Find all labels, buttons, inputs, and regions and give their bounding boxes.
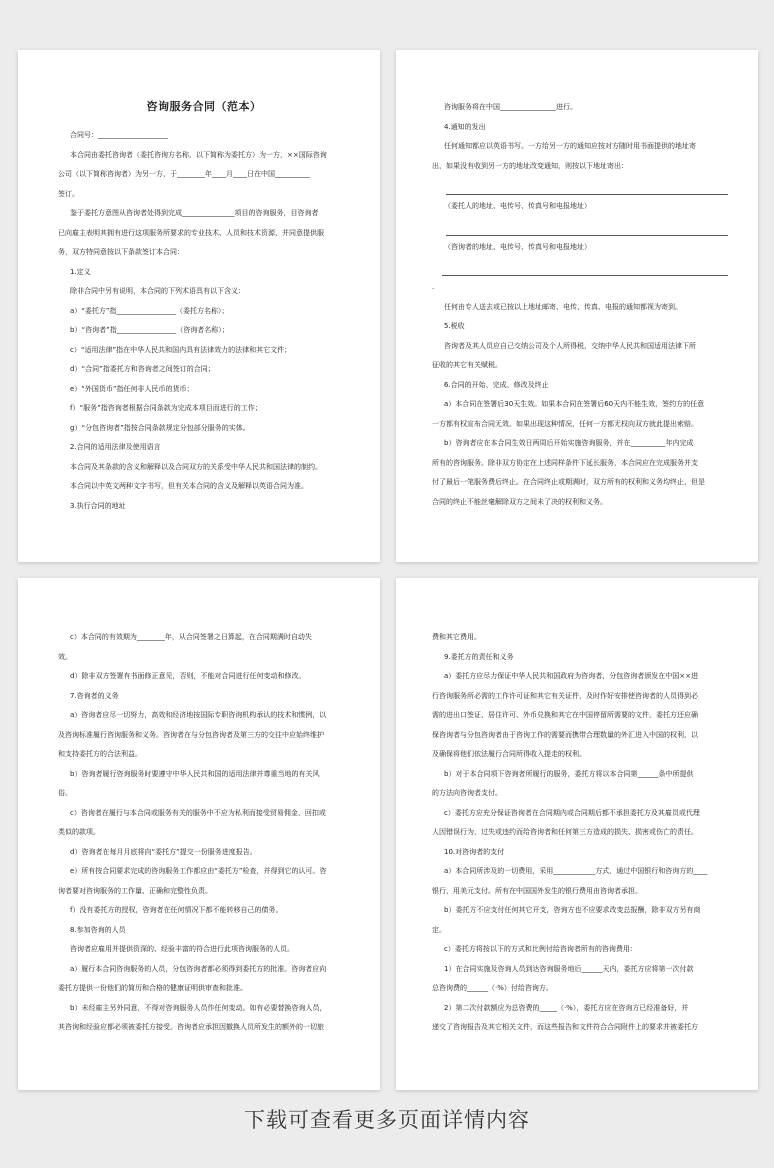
page-2-body-bottom: [432, 298, 728, 513]
address-line-client: [446, 176, 728, 195]
paragraph-line: 本合同由委托咨询者（委托咨询方名称，以下简称为委托方）为一方，××国际咨询: [70, 150, 327, 159]
paragraph-line: c）咨询者在履行与本合同或服务有关的服务中不应为私利而接受贸易佣金、回扣或: [70, 808, 326, 817]
period-mark: .: [432, 283, 435, 291]
download-more-caption[interactable]: 下载可查看更多页面详情内容: [244, 1108, 530, 1132]
paragraph-line: 询者要对咨询服务的工作量、正确和完整性负责。: [58, 886, 212, 895]
paragraph-line: 的方法向咨询者支付。: [432, 789, 502, 797]
paragraph-line: f）没有委托方的授权，咨询者在任何情况下都不能转移自己的债务。: [70, 906, 283, 914]
paragraph-line: 任何通知都应以英语书写。一方给另一方的通知应按对方随时用书面提供的地址寄: [444, 142, 696, 150]
paragraph-line: c）本合同的有效期为________年，从合同签署之日算起，在合同期满时自动失: [70, 633, 312, 641]
paragraph-line: b）“咨询者”指_________________（咨询者名称）；: [70, 326, 229, 334]
paragraph-line: 递交了咨询报告及其它相关文件，而这些报告和文件符合合同附件上的要求并被委托方: [432, 1023, 698, 1031]
paragraph-line: 出，如果没有收到另一方的地址改变通知，则按以下地址寄出：: [432, 161, 628, 170]
paragraph-line: 3.执行合同的地址: [70, 501, 126, 510]
address-line-extra: [442, 257, 728, 276]
address-line-consultant: [446, 217, 728, 236]
paragraph-line: 咨询者应雇用并提供资深的、经验丰富的符合进行此项咨询服务的人员。: [70, 945, 294, 953]
paragraph-line: 费和其它费用。: [432, 633, 481, 641]
paragraph-line: 2）第二次付款额应为总咨费的_____（·%），委托方应在咨询方已经准备好，并: [444, 1003, 689, 1012]
paragraph-line: a）履行本合同咨询服务的人员，分包咨询者都必须得到委托方的批准。咨询者应向: [70, 964, 327, 973]
paragraph-line: 一方都有权宣布合同无效。如果出现这种情况，任何一方都无权向双方就此提出索赔。: [432, 419, 698, 428]
paragraph-line: 公司（以下简称咨询者）为另一方，于________年____月____日在中国__________: [58, 170, 310, 178]
address-consultant-label: （咨询者的地址、电传号、传真号和电报地址）: [444, 242, 591, 251]
paragraph-line: 7.咨询者的义务: [70, 691, 119, 700]
paragraph-line: 5.税收: [444, 322, 465, 330]
paragraph-line: a）委托方应尽力保证中华人民共和国政府为咨询者，分包咨询者颁发在中国××进: [444, 672, 699, 680]
paragraph-line: 及咨询标准履行咨询服务和义务。咨询者在与分包咨询者及第三方的交往中应始终维护: [58, 730, 324, 739]
paragraph-line: 咨询服务将在中国________________进行。: [444, 103, 577, 111]
paragraph-line: a）本合同所涉及的一切费用，采用____________方式，通过中国银行和咨询方的____: [444, 867, 708, 875]
paragraph-line: 务，双方特同意按以下条款签订本合同：: [58, 248, 184, 256]
paragraph-line: d）咨询者在每月月底将向“委托方”提交一份服务进度报告。: [70, 847, 257, 856]
paragraph-line: 合同号：____________________: [70, 131, 168, 139]
paragraph-line: b）对于本合同项下咨询者所履行的服务，委托方将以本合同第______条中所提供: [444, 769, 694, 778]
paragraph-line: 合同的终止不能丝毫解除双方之间未了决的权利和义务。: [432, 497, 607, 506]
paragraph-line: 总咨询费的______（·%）付给咨询方。: [432, 984, 553, 992]
paragraph-line: 咨询者及其人员应自己交纳公司及个人所得税，交纳中华人民共和国适用法律下所: [444, 341, 696, 350]
paragraph-line: c）委托方应充分保证咨询者在合同期内或合同期后都不承担委托方及其雇员或代理: [444, 808, 700, 817]
document-title: 咨询服务合同（范本）: [146, 100, 262, 113]
paragraph-line: f）“服务”指咨询者根据合同条款为完成本项目而进行的工作；: [70, 404, 262, 412]
paragraph-line: 付了最后一笔服务费后终止。在合同终止或期满时，双方所有的权利和义务均终止，但是: [432, 478, 705, 486]
paragraph-line: 8.参加咨询的人员: [70, 925, 126, 934]
paragraph-line: 签订。: [58, 189, 79, 198]
paragraph-line: c）委托方将按以下的方式和比例付给咨询者所有的咨询费用：: [444, 945, 637, 953]
paragraph-line: g）“分包咨询者”指按合同条款规定分包部分服务的实体。: [70, 423, 250, 432]
paragraph-line: b）委托方不应支付任何其它开支，咨询方也不应要求改变总报酬，除非双方另有商: [444, 906, 701, 914]
paragraph-line: 6.合同的开始、完成、修改及终止: [444, 380, 549, 389]
paragraph-line: 效。: [58, 652, 72, 661]
paragraph-line: a）“委托方”指_________________（委托方名称）；: [70, 306, 229, 315]
paragraph-line: 2.合同的适用法律及使用语言: [70, 443, 161, 451]
document-page-3: [18, 578, 380, 1090]
paragraph-line: 需的进出口签证、居住许可、外币兑换和其它在中国停留所需要的文件。委托方还应确: [432, 711, 698, 719]
paragraph-line: b）咨询者应在本合同生效日两周后开始实施咨询服务，并在__________年内完成: [444, 439, 694, 447]
paragraph-line: 和支持委托方的合法利益。: [58, 750, 142, 758]
paragraph-line: 1.定义: [70, 267, 91, 276]
paragraph-line: 人因错误行为，过失或违约而给咨询者和任何第三方造成的损失、损害或伤亡的责任。: [432, 828, 698, 836]
paragraph-line: 保咨询者与分包咨询者由于咨询工作的需要而携带合理数量的外汇进入中国的权利，以: [432, 730, 698, 739]
paragraph-line: 俗。: [58, 789, 72, 797]
paragraph-line: 4.通知的发出: [444, 122, 486, 131]
paragraph-line: 及确保将他们依法履行合同所得收入提走的权利。: [432, 750, 586, 758]
paragraph-line: 类似的款项。: [58, 828, 100, 836]
page-2-body-top: [432, 98, 728, 176]
paragraph-line: d）“合同”指委托方和咨询者之间签订的合同；: [70, 365, 215, 373]
paragraph-line: a）本合同在签署后30天生效。如果本合同在签署后60天内不能生效，签约方的任意: [444, 400, 705, 408]
paragraph-line: 本合同以中英文两种文字书写，但有关本合同的含义及解释以英语合同为准。: [70, 482, 308, 490]
paragraph-line: 9.委托方的责任和义务: [444, 652, 514, 661]
paragraph-line: d）除非双方签署有书面修正意见，否则，不能对合同进行任何变动和修改。: [70, 672, 306, 680]
page-1-body: [58, 126, 350, 516]
paragraph-line: 本合同及其条款的含义和解释以及合同双方的关系受中华人民共和国法律的制约。: [70, 462, 322, 471]
address-client-label: （委托人的地址、电传号、传真号和电报地址）: [444, 202, 591, 210]
paragraph-line: e）“外国货币”指任何非人民币的货币；: [70, 384, 194, 393]
paragraph-line: 委托方提供一份他们的简历和合格的健康证明供审查和批准。: [58, 984, 247, 992]
paragraph-line: c）“适用法律”指在中华人民共和国内具有法律效力的法律和其它文件；: [70, 345, 292, 354]
paragraph-line: 征收的其它有关赋税。: [432, 361, 502, 369]
paragraph-line: 1）在合同实施及咨询人员到达咨询服务地后______天内，委托方应将第一次付款: [444, 964, 694, 973]
paragraph-line: 任何由专人送去或已按以上地址邮寄、电传、传真、电报的通知都视为寄到。: [444, 302, 682, 311]
paragraph-line: 定。: [432, 925, 446, 934]
document-page-1: [18, 50, 380, 562]
paragraph-line: 银行，用美元支付。所有在中国国外发生的银行费用由咨询者承担。: [432, 886, 642, 895]
paragraph-line: 10.对咨询者的支付: [444, 847, 505, 856]
page-3-body: [58, 628, 350, 1038]
paragraph-line: 鉴于委托方意图从咨询者处得到完成_______________项目的咨询服务，目咨询者: [70, 209, 319, 217]
paragraph-line: b）咨询者履行咨询服务时要遵守中华人民共和国的适用法律并尊重当地的有关风: [70, 769, 320, 778]
document-page-2: [396, 50, 758, 562]
paragraph-line: 除非合同中另有说明，本合同的下列术语具有以下含义：: [70, 287, 245, 295]
document-page-4: [396, 578, 758, 1090]
paragraph-line: a）咨询者应尽一切努力，高效和经济地按国际专职咨询机构承认的技术和惯例，以: [70, 711, 327, 719]
paragraph-line: 所有的咨询服务。除非双方协定在上述同样条件下延长服务，本合同应在完成服务并支: [432, 458, 698, 467]
paragraph-line: 行咨询服务所必需的工作许可证和其它有关证件，及时作好安排使咨询者的人员得到必: [432, 691, 698, 700]
page-4-body: [432, 628, 730, 1038]
paragraph-line: e）所有按合同要求完成的咨询服务工作都应由“委托方”检查，并得到它的认可。咨: [70, 867, 327, 875]
paragraph-line: 已向雇主表明其拥有进行这项服务所要求的专业技术、人员和技术资源，并同意提供服: [58, 228, 324, 237]
paragraph-line: 其咨询和经验应都必须被委托方接受。咨询者应承担因撤换人员所发生的额外的一切旅: [58, 1023, 324, 1031]
paragraph-line: b）未经雇主另外同意，不得对咨询服务人员作任何变动。如有必要替换咨询人员，: [70, 1003, 327, 1012]
